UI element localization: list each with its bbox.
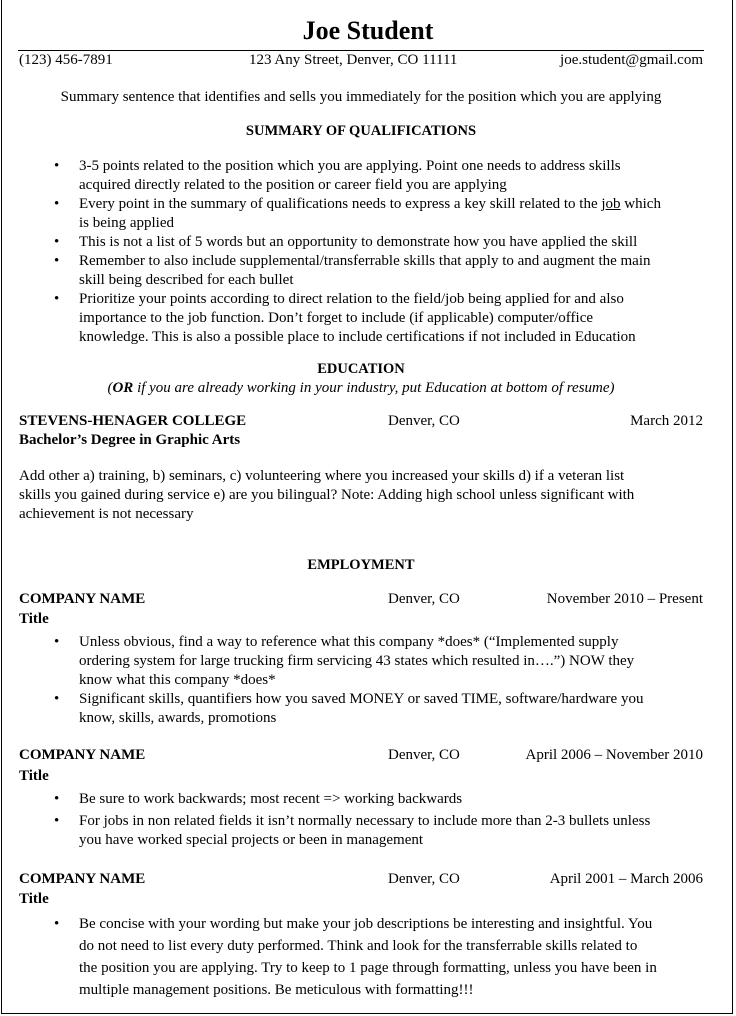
company-name: COMPANY NAME — [19, 871, 146, 887]
candidate-name: Joe Student — [302, 16, 434, 45]
phone-number: (123) 456-7891 — [19, 52, 113, 68]
list-item: • 3-5 points related to the position which you are applying. Point one needs to address skills acquired directly related to the position or career field you are applying — [54, 158, 621, 193]
qualifications-heading: SUMMARY OF QUALIFICATIONS — [245, 123, 477, 139]
company-name: COMPANY NAME — [19, 591, 146, 607]
bullet-icon: • — [54, 253, 60, 269]
job-bullets — [19, 790, 650, 850]
list-item: • Unless obvious, find a way to reference what this company *does* (“Implemented supply ordering system for large trucking firm servicing 43 states which resulted in….”) NOW they know what this company *does* — [54, 634, 635, 688]
list-item: • Significant skills, quantifiers how you saved MONEY or saved TIME, software/hardware you know, skills, awards, promotions — [54, 691, 644, 726]
employment-dates: April 2006 – November 2010 — [525, 747, 703, 763]
list-item: • Every point in the summary of qualifications needs to express a key skill related to the job which is being applied — [54, 196, 661, 231]
list-item: • Be sure to work backwards; most recent => working backwards — [54, 791, 463, 807]
qualifications-list — [19, 157, 661, 347]
job-title: Title — [19, 891, 49, 907]
school-name: STEVENS-HENAGER COLLEGE — [19, 413, 247, 429]
employment-dates: April 2001 – March 2006 — [549, 871, 703, 887]
company-location: Denver, CO — [388, 591, 460, 607]
bullet-icon: • — [54, 916, 60, 932]
education-heading: EDUCATION — [317, 361, 405, 377]
list-item: • Remember to also include supplemental/transferrable skills that apply to and augment the main skill being described for each bullet — [54, 253, 651, 288]
list-item: • Be concise with your wording but make your job descriptions be interesting and insightful. You do not need to list every duty performed. Think and look for the transferrable skills related to the position you are applying. Try to keep to 1 page through formatting, unless you have been in multiple management positions. Be meticulous with formatting!!! — [19, 913, 657, 1001]
degree: Bachelor’s Degree in Graphic Arts — [19, 432, 241, 448]
underlined-word: job — [601, 196, 621, 212]
school-location: Denver, CO — [388, 413, 460, 429]
bullet-icon: • — [54, 291, 60, 307]
summary-sentence: Summary sentence that identifies and sells you immediately for the position which you are applying — [60, 89, 662, 105]
bullet-icon: • — [54, 634, 60, 650]
company-name: COMPANY NAME — [19, 747, 146, 763]
bullet-icon: • — [54, 234, 60, 250]
list-item: • For jobs in non related fields it isn’t normally necessary to include more than 2-3 bullets unless you have worked special projects or been in management — [54, 813, 651, 848]
education-extra-line: achievement is not necessary — [19, 506, 194, 522]
job-title: Title — [19, 768, 49, 784]
bullet-icon: • — [54, 791, 60, 807]
education-note: (OR if you are already working in your industry, put Education at bottom of resume) — [107, 380, 615, 396]
email-address: joe.student@gmail.com — [560, 52, 703, 68]
bullet-icon: • — [54, 813, 60, 829]
bullet-icon: • — [54, 158, 60, 174]
bullet-icon: • — [54, 691, 60, 707]
job-bullets — [19, 633, 643, 728]
employment-dates: November 2010 – Present — [546, 591, 703, 607]
employment-heading: EMPLOYMENT — [307, 557, 415, 573]
list-item: • Prioritize your points according to direct relation to the field/job being applied for and also importance to the job function. Don’t forget to include (if applicable) computer/office knowledge. This is also a possible place to include certifications if not included in Education — [54, 291, 636, 345]
company-location: Denver, CO — [388, 871, 460, 887]
list-item: • This is not a list of 5 words but an opportunity to demonstrate how you have applied the skill — [54, 234, 638, 250]
education-extra-line: skills you gained during service e) are you bilingual? Note: Adding high school unless significant with — [19, 487, 635, 503]
job-bullets — [19, 913, 657, 1001]
bullet-icon: • — [54, 196, 60, 212]
education-extra-line: Add other a) training, b) seminars, c) volunteering where you increased your skills d) if a veteran list — [19, 468, 625, 484]
street-address: 123 Any Street, Denver, CO 11111 — [249, 52, 458, 68]
graduation-date: March 2012 — [630, 413, 703, 429]
company-location: Denver, CO — [388, 747, 460, 763]
job-title: Title — [19, 611, 49, 627]
